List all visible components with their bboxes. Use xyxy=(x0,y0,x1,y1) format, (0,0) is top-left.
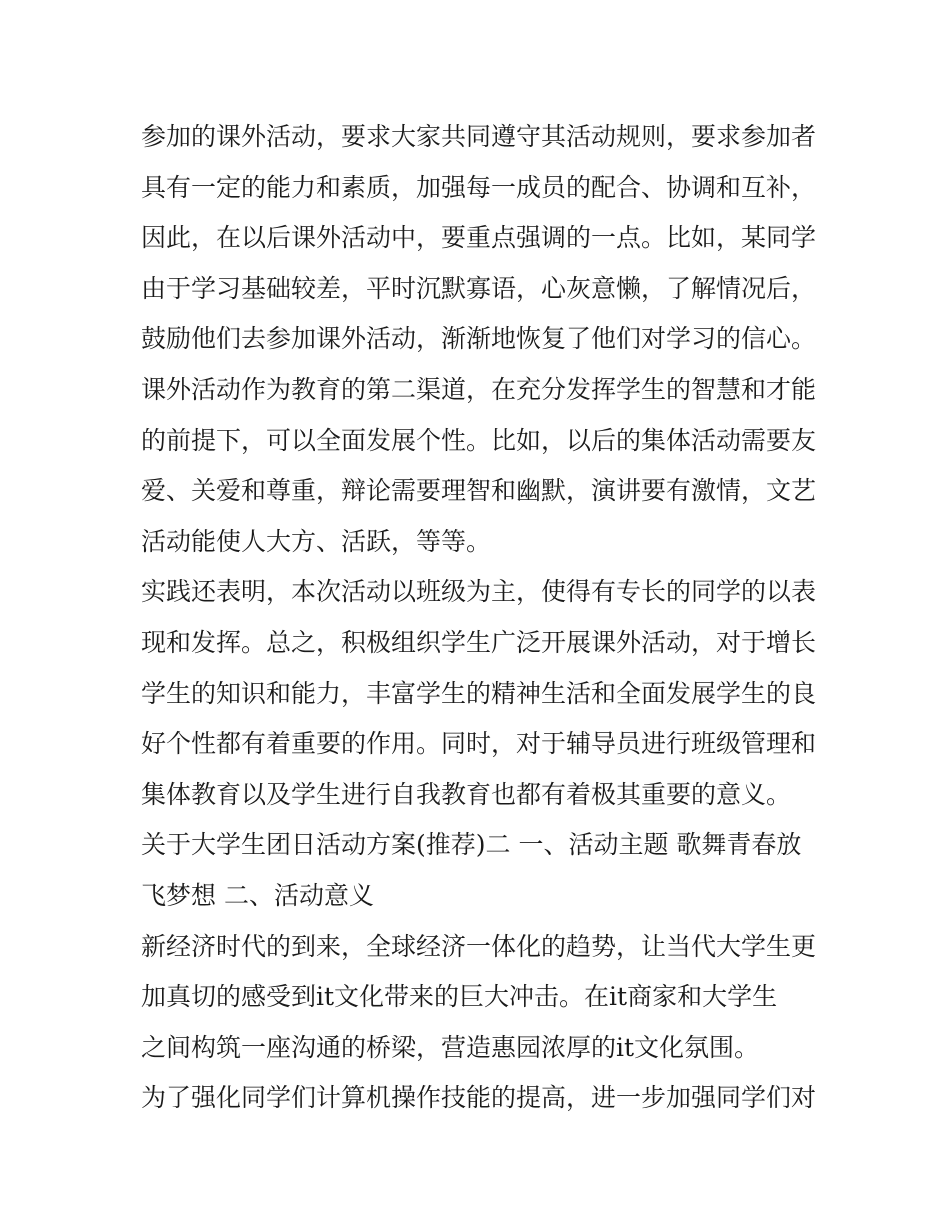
text-line: 实践还表明，本次活动以班级为主，使得有专长的同学的以表 xyxy=(141,577,817,607)
text-line: 具有一定的能力和素质，加强每一成员的配合、协调和互补， xyxy=(141,172,817,202)
text-line: 为了强化同学们计算机操作技能的提高，进一步加强同学们对 xyxy=(141,1083,817,1113)
text-line: 鼓励他们去参加课外活动，渐渐地恢复了他们对学习的信心。 xyxy=(141,324,817,354)
text-line: 现和发挥。总之，积极组织学生广泛开展课外活动，对于增长 xyxy=(141,627,817,657)
text-line: 爱、关爱和尊重，辩论需要理智和幽默，演讲要有激情，文艺 xyxy=(141,476,817,506)
text-line: 好个性都有着重要的作用。同时，对于辅导员进行班级管理和 xyxy=(141,729,817,759)
text-line: 由于学习基础较差，平时沉默寡语，心灰意懒，了解情况后， xyxy=(141,273,817,303)
text-line: 活动能使人大方、活跃，等等。 xyxy=(141,526,492,556)
text-line: 因此，在以后课外活动中，要重点强调的一点。比如，某同学 xyxy=(141,223,817,253)
section-heading-line: 关于大学生团日活动方案(推荐)二 一、活动主题 歌舞青春放 xyxy=(141,830,802,860)
text-line: 课外活动作为教育的第二渠道，在充分发挥学生的智慧和才能 xyxy=(141,374,817,404)
text-line: 之间构筑一座沟通的桥梁，营造惠园浓厚的it文化氛围。 xyxy=(141,1032,760,1062)
document-body xyxy=(141,112,821,1124)
text-line: 参加的课外活动，要求大家共同遵守其活动规则，要求参加者 xyxy=(141,122,817,151)
text-line: 集体教育以及学生进行自我教育也都有着极其重要的意义。 xyxy=(141,779,792,809)
text-line: 的前提下，可以全面发展个性。比如，以后的集体活动需要友 xyxy=(141,425,817,455)
section-heading-line: 飞梦想 二、活动意义 xyxy=(141,880,374,910)
text-line: 学生的知识和能力，丰富学生的精神生活和全面发展学生的良 xyxy=(141,678,817,708)
text-line: 新经济时代的到来，全球经济一体化的趋势，让当代大学生更 xyxy=(141,931,817,961)
text-line: 加真切的感受到it文化带来的巨大冲击。在it商家和大学生 xyxy=(141,982,778,1012)
